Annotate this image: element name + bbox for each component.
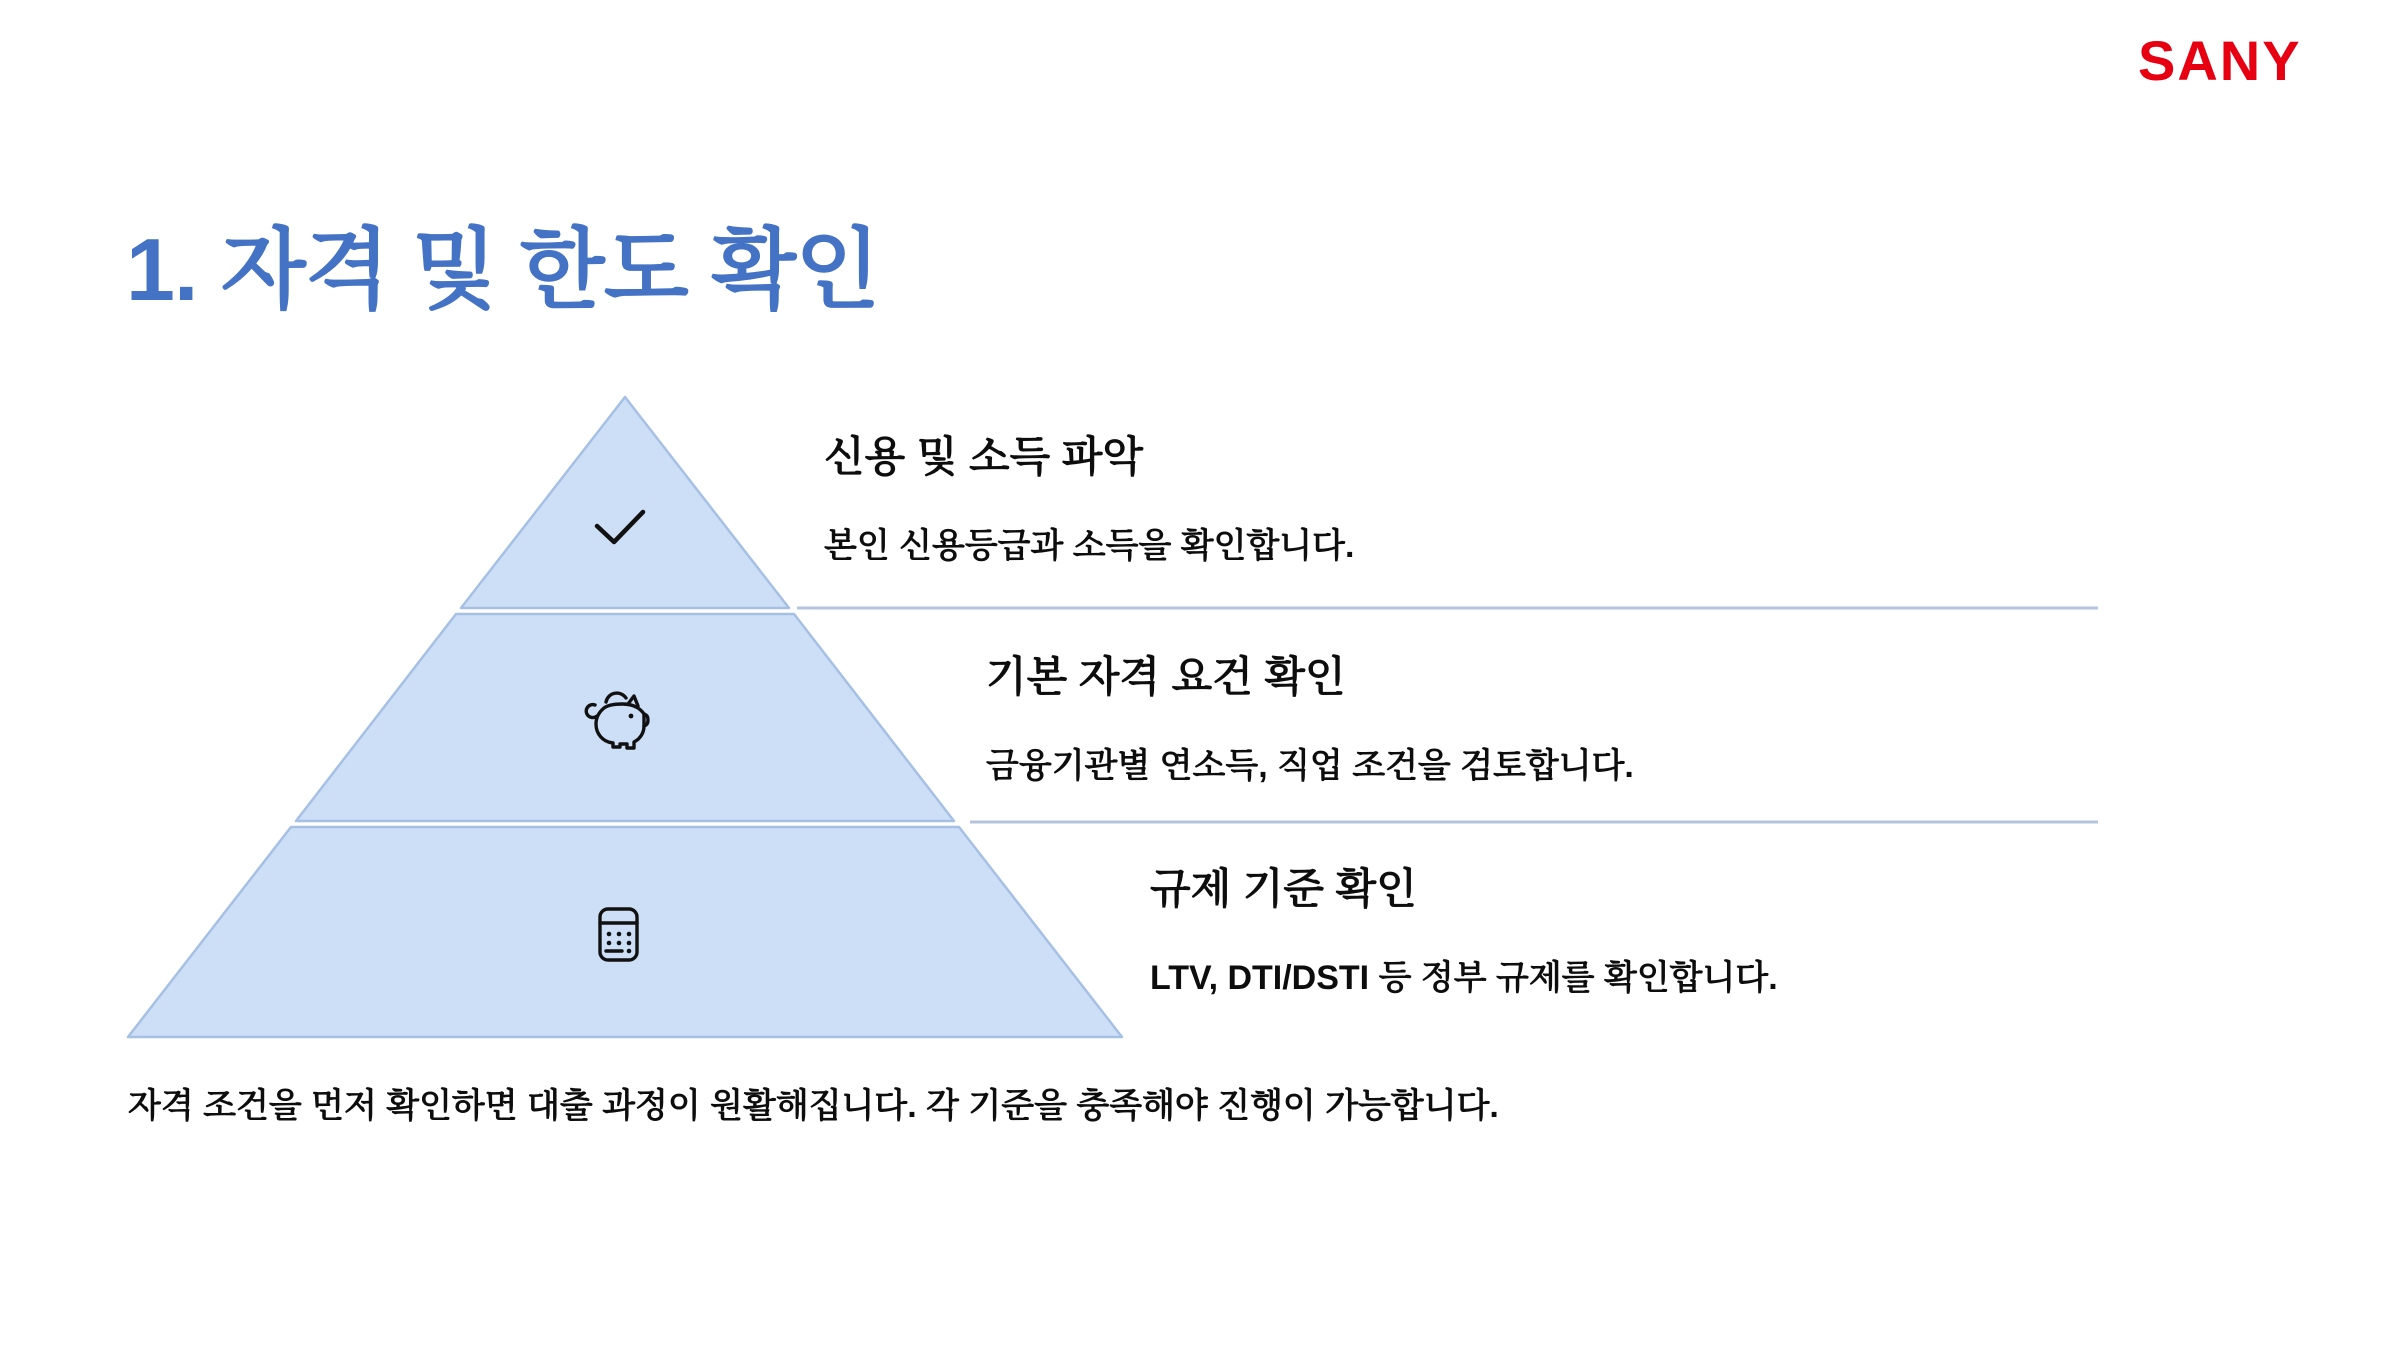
level-2-text <box>986 654 1634 787</box>
level-3-text <box>1150 866 1778 999</box>
level-3-title: 규제 기준 확인 <box>1150 865 1417 912</box>
level-1-text <box>824 434 1354 567</box>
level-2-description: 금융기관별 연소득, 직업 조건을 검토합니다. <box>986 747 1634 786</box>
level-1-title: 신용 및 소득 파악 <box>824 433 1144 480</box>
level-1-description: 본인 신용등급과 소득을 확인합니다. <box>824 527 1355 566</box>
level-2-title: 기본 자격 요건 확인 <box>986 653 1346 700</box>
page-title: 1. 자격 및 한도 확인 <box>126 220 880 319</box>
footer-note: 자격 조건을 먼저 확인하면 대출 과정이 원활해집니다. 각 기준을 충족해야 진행이 가능합니다. <box>128 1087 1499 1125</box>
pyramid-tier-3 <box>128 827 1122 1037</box>
brand-logo: SANY <box>2138 29 2302 92</box>
level-3-description: LTV, DTI/DSTI 등 정부 규제를 확인합니다. <box>1150 959 1778 998</box>
pyramid-tier-2 <box>296 614 954 821</box>
pyramid-tier-1 <box>461 397 789 608</box>
